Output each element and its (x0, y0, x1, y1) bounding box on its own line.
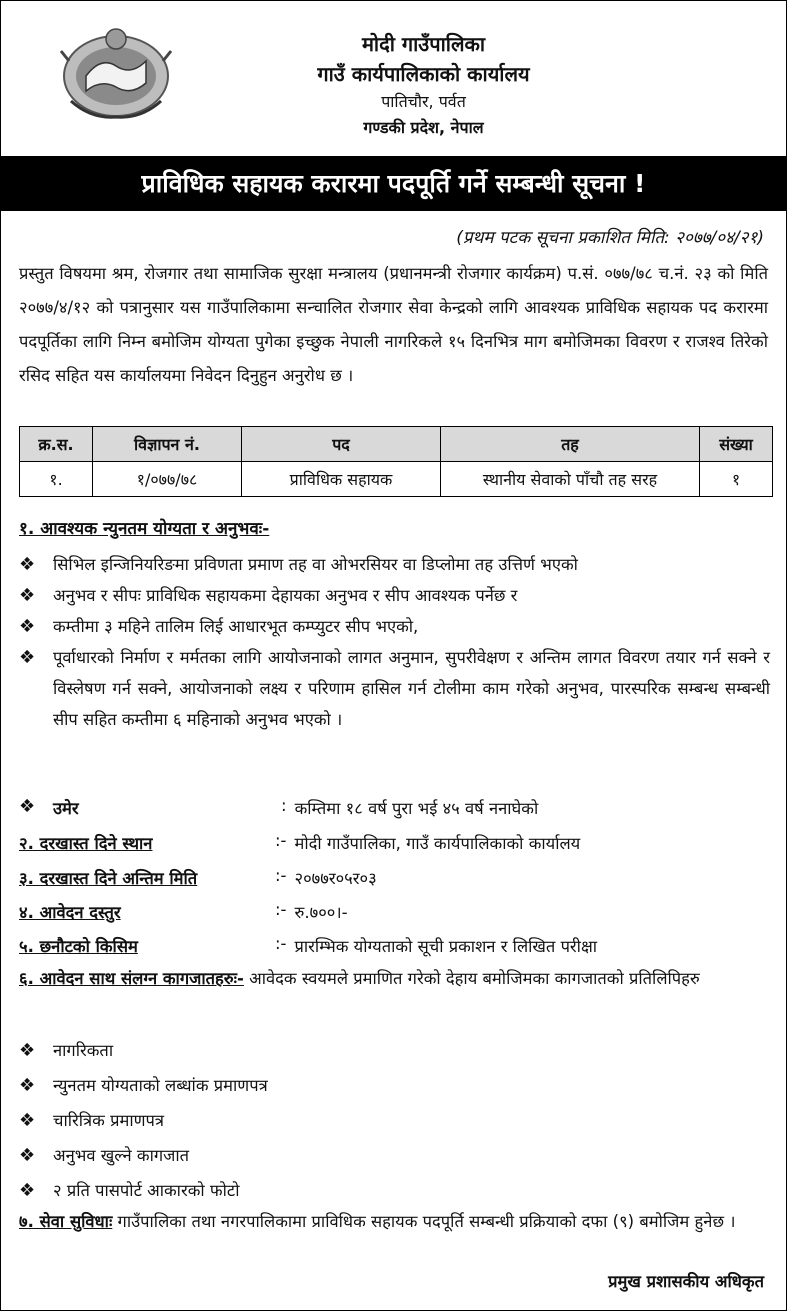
list-item: ❖ चारित्रिक प्रमाणपत्र (19, 1103, 770, 1138)
section7-paragraph (19, 1206, 770, 1238)
detail-separator: :- (275, 866, 287, 885)
list-item: ❖ कम्तीमा ३ महिने तालिम लिई आधारभूत कम्प्युटर सीप भएको, (19, 611, 770, 642)
bullet-icon: ❖ (19, 616, 36, 637)
detail-row-deadline (19, 866, 770, 889)
detail-row-selection (19, 934, 770, 957)
office-name: मोदी गाउँपालिका (361, 32, 486, 56)
office-header (181, 29, 666, 141)
cell-ad-number: १/०७७/७८ (93, 462, 242, 497)
detail-row-fee (19, 900, 770, 923)
section6-label: ६. आवेदन साथ संलग्न कागजातहरुः- (19, 969, 244, 988)
section7-label: ७. सेवा सुविधाः (19, 1212, 113, 1231)
detail-value: २०७७र०५र०३ (294, 869, 377, 888)
cell-level: स्थानीय सेवाको पाँचौ तह सरह (441, 462, 700, 497)
age-label: उमेर (53, 799, 79, 818)
detail-label: ३. दरखास्त दिने अन्तिम मिति (19, 869, 198, 888)
bullet-icon: ❖ (19, 1145, 36, 1166)
list-item: ❖ सिभिल इन्जिनियरिङमा प्रविणता प्रमाण तह वा ओभरसियर वा डिप्लोमा तह उत्तिर्ण भएको (19, 549, 770, 580)
list-item: ❖ पूर्वाधारको निर्माण र मर्मतका लागि आयोजनाको लागत अनुमान, सुपरीवेक्षण र अन्तिम लागत विवरण तयार गर्न सक्ने र विस्लेषण गर्न सक्ने, आयोजनाको लक्ष्य र परिणाम हासिल गर्न टोलीमा काम गरेको अनुभव, पारस्परिक सम्बन्ध सम्बन्धी सीप सहित कम्तीमा ६ महिनाको अनुभव भएको । (19, 642, 770, 735)
list-item: ❖ अनुभव र सीपः प्राविधिक सहायकमा देहायका अनुभव र सीप आवश्यक पर्नेछ र (19, 580, 770, 611)
cell-post: प्राविधिक सहायक (242, 462, 441, 497)
detail-row-place (19, 831, 770, 854)
age-separator: : (281, 796, 287, 815)
qualification-list (19, 549, 770, 735)
detail-value: मोदी गाउँपालिका, गाउँ कार्यपालिकाको कार्यालय (294, 834, 581, 853)
intro-paragraph: प्रस्तुत विषयमा श्रम, रोजगार तथा सामाजिक सुरक्षा मन्त्रालय (प्रधानमन्त्री रोजगार कार्यक्रम) प.सं. ०७७/७८ च.नं. २३ को मिति २०७७/४/१२ को पत्रानुसार यस गाउँपालिकामा सन्चालित रोजगार सेवा केन्द्रको लागि आवश्यक प्राविधिक सहायक पद करारमा पदपूर्तिका लागि निम्न बमोजिम योग्यता पुगेका इच्छुक नेपाली नागरिकले १५ दिनभित्र माग बमोजिमका विवरण र राजश्व तिरेको रसिद सहित यस कार्यालयमा निवेदन दिनुहुन अनुरोध छ । (19, 264, 768, 385)
detail-label: ४. आवेदन दस्तुर (19, 903, 121, 922)
section1-title: १. आवश्यक न्युनतम योग्यता र अनुभवः- (19, 519, 270, 539)
age-value: कम्तिमा १८ वर्ष पुरा भई ४५ वर्ष ननाघेको (294, 799, 539, 818)
nepal-emblem-icon (51, 21, 181, 121)
list-item: ❖ न्युनतम योग्यताको लब्धांक प्रमाणपत्र (19, 1068, 770, 1103)
bullet-icon: ❖ (19, 1180, 36, 1201)
office-subtitle: गाउँ कार्यपालिकाको कार्यालय (317, 62, 530, 86)
bullet-icon: ❖ (19, 585, 36, 606)
bullet-icon: ❖ (19, 1040, 36, 1061)
notice-title-banner: प्राविधिक सहायक करारमा पदपूर्ति गर्ने सम्बन्धी सूचना ! (1, 156, 786, 211)
cell-serial: १. (20, 462, 93, 497)
detail-value: रु.७००।- (294, 903, 348, 922)
col-level: तह (441, 427, 700, 462)
office-address: पातिचौर, पर्वत (381, 92, 466, 111)
col-count: संख्या (700, 427, 773, 462)
section6-paragraph (19, 963, 770, 995)
bullet-icon: ❖ (19, 1110, 36, 1131)
bullet-icon: ❖ (19, 1075, 36, 1096)
documents-list (19, 1033, 770, 1208)
detail-value: प्रारम्भिक योग्यताको सूची प्रकाशन र लिखित परीक्षा (294, 937, 598, 956)
vacancy-table (19, 426, 773, 497)
table-row (20, 462, 773, 497)
col-post: पद (242, 427, 441, 462)
bullet-icon: ❖ (19, 796, 36, 817)
detail-separator: :- (275, 900, 287, 919)
detail-label: ५. छनौटको किसिम (19, 937, 138, 956)
signature-title: प्रमुख प्रशासकीय अधिकृत (608, 1272, 764, 1291)
detail-label: २. दरखास्त दिने स्थान (19, 834, 153, 853)
detail-separator: :- (275, 831, 287, 850)
detail-separator: :- (275, 934, 287, 953)
age-row (19, 796, 770, 819)
section6-text: आवेदक स्वयमले प्रमाणित गरेको देहाय बमोजिमका कागजातको प्रतिलिपिहरु (243, 969, 700, 988)
publish-date: (प्रथम पटक सूचना प्रकाशित मिति: २०७७/०४/२१) (456, 228, 764, 248)
office-province: गण्डकी प्रदेश, नेपाल (363, 118, 484, 137)
col-serial: क्र.स. (20, 427, 93, 462)
list-item: ❖ नागरिकता (19, 1033, 770, 1068)
list-item: ❖ अनुभव खुल्ने कागजात (19, 1138, 770, 1173)
list-item: ❖ २ प्रति पासपोर्ट आकारको फोटो (19, 1173, 770, 1208)
bullet-icon: ❖ (19, 647, 36, 668)
section7-text: गाउँपालिका तथा नगरपालिकामा प्राविधिक सहायक पदपूर्ति सम्बन्धी प्रक्रियाको दफा (९) बमोजिम हुनेछ । (112, 1212, 736, 1231)
bullet-icon: ❖ (19, 554, 36, 575)
col-ad-number: विज्ञापन नं. (93, 427, 242, 462)
cell-count: १ (700, 462, 773, 497)
table-header-row (20, 427, 773, 462)
